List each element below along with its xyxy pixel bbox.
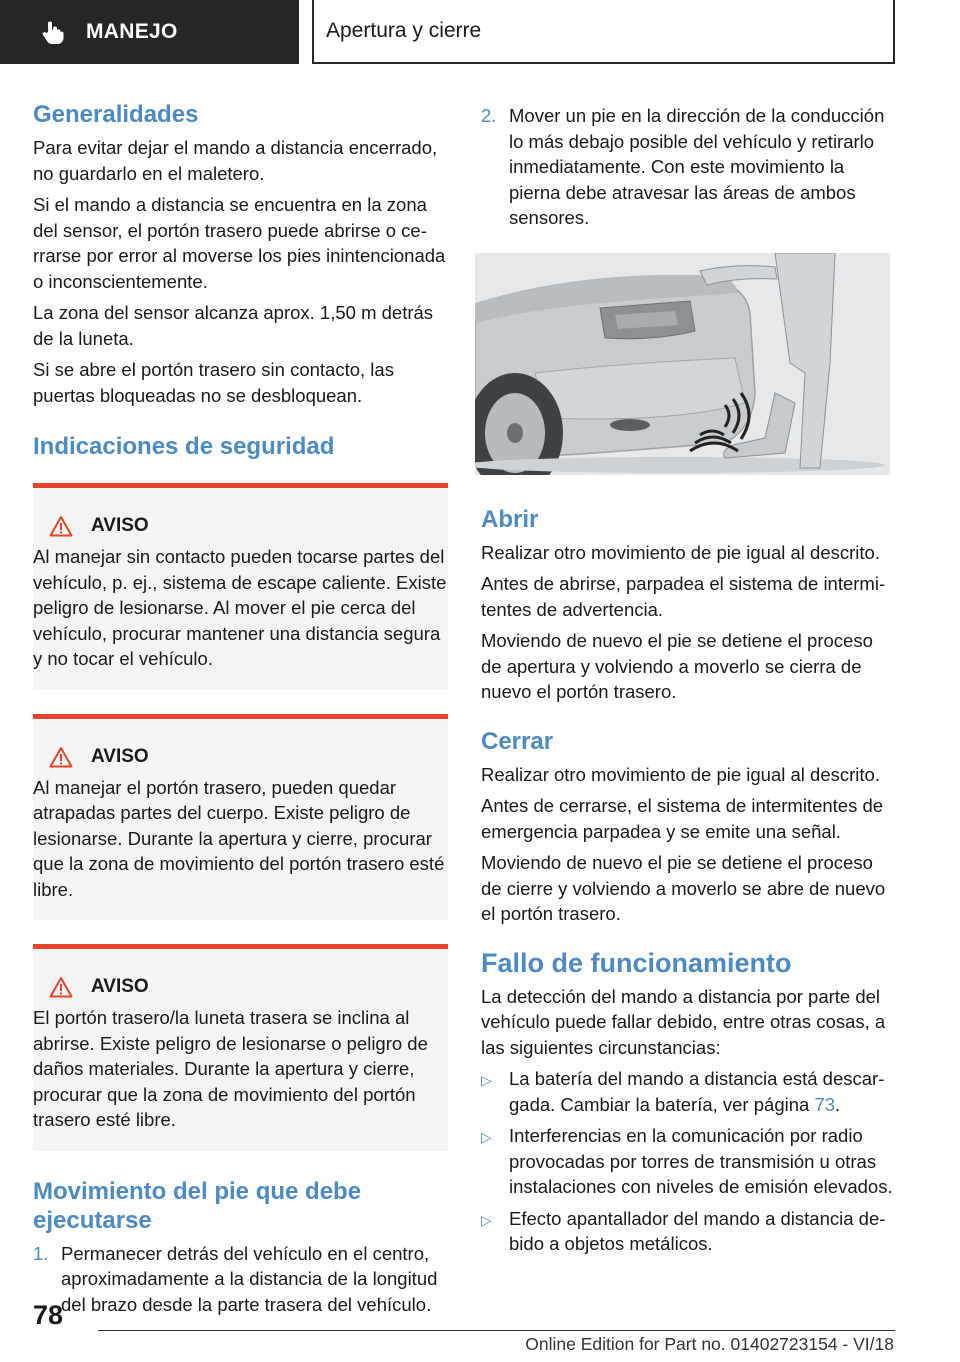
step-number: 2.	[481, 105, 497, 126]
bullet-text: Interferencias en la comunicación por radio provocadas por torres de transmisión u otras instalaciones con niveles de emisión elevados.	[509, 1125, 893, 1197]
warning-text: Al manejar sin contacto pueden tocarse partes del vehículo, p. ej., sistema de escape caliente. Existe peligro de lesionarse. Al mover el pie cerca del vehículo, procurar mantener una distancia segura y no tocar el vehículo.	[33, 546, 447, 669]
list-item	[481, 1123, 893, 1200]
bullet-text: La batería del mando a distancia está descargada. Cambiar la batería, ver página	[509, 1068, 885, 1115]
paragraph: Antes de abrirse, parpadea el sistema de intermitentes de advertencia.	[481, 573, 886, 620]
warning-label: AVISO	[91, 976, 149, 997]
heading-generalidades: Generalidades	[33, 101, 199, 128]
warning-label: AVISO	[91, 515, 149, 536]
list-item	[481, 103, 893, 231]
warning-text: Al manejar el portón trasero, pueden quedar atrapadas partes del cuerpo. Existe peligro de lesionarse. Durante la apertura y cierre, procurar que la zona de movimiento del portón trasero esté libre.	[33, 776, 445, 900]
step-number: 1.	[33, 1242, 49, 1264]
steps-list	[481, 103, 893, 231]
paragraph: Si el mando a distancia se encuentra en la zona del sensor, el portón trasero puede abrirse o cerrarse por error al moverse los pies inintencionada o inconscientemente.	[33, 194, 446, 292]
paragraph: La detección del mando a distancia por parte del vehículo puede fallar debido, entre otras cosas, a las siguientes circunstancias:	[481, 985, 886, 1058]
footer-edition: Online Edition for Part no. 01402723154 - VI/18	[525, 1334, 894, 1354]
hand-pointer-icon	[40, 19, 66, 45]
heading-cerrar: Cerrar	[481, 727, 554, 755]
bullet-suffix: .	[835, 1093, 841, 1115]
left-column	[33, 100, 448, 1317]
warning-box	[33, 483, 448, 690]
list-item	[481, 1206, 893, 1257]
list-item	[481, 1066, 893, 1117]
heading-movimiento: Movimiento del pie que debe ejecutarse	[33, 1177, 362, 1234]
warning-text: El portón trasero/la luneta trasera se inclina al abrirse. Existe peligro de lesionarse o peligro de daños materiales. Durante la apertura y cierre, procurar que la zona de movimiento del portón trasero esté libre.	[33, 1007, 428, 1130]
section-title: MANEJO	[86, 20, 178, 43]
paragraph: Realizar otro movimiento de pie igual al descrito.	[481, 763, 880, 785]
warning-box	[33, 944, 448, 1151]
triangle-bullet-icon: ▷	[481, 1129, 492, 1145]
paragraph: Moviendo de nuevo el pie se detiene el proceso de cierre y volviendo a moverlo se abre de nuevo el portón trasero.	[481, 852, 886, 924]
warning-triangle-icon	[49, 515, 73, 537]
heading-fallo: Fallo de funcionamiento	[481, 947, 792, 978]
section-tab	[0, 0, 299, 64]
list-item	[33, 1241, 448, 1318]
warning-triangle-icon	[49, 746, 73, 768]
warning-label: AVISO	[91, 745, 149, 767]
step-text: Mover un pie en la dirección de la conducción lo más debajo posible del vehículo y retirarlo inmediatamente. Con este movimiento la pierna debe atravesar las áreas de ambos sensores.	[509, 105, 885, 228]
bullet-list	[481, 1066, 893, 1257]
paragraph: Moviendo de nuevo el pie se detiene el proceso de apertura y volviendo a moverlo se cierra de nuevo el portón trasero.	[481, 630, 873, 702]
right-column	[481, 100, 893, 1257]
steps-list	[33, 1241, 448, 1318]
paragraph: La zona del sensor alcanza aprox. 1,50 m detrás de la luneta.	[33, 302, 434, 349]
bullet-text: Efecto apantallador del mando a distancia debido a objetos metálicos.	[509, 1207, 886, 1254]
footer-divider	[98, 1330, 895, 1331]
heading-abrir: Abrir	[481, 505, 539, 533]
page-number: 78	[33, 1300, 64, 1330]
paragraph: Si se abre el portón trasero sin contacto, las puertas bloqueadas no se desbloquean.	[33, 359, 394, 406]
warning-box	[33, 714, 448, 921]
foot-gesture-illustration	[475, 253, 890, 475]
paragraph: Antes de cerrarse, el sistema de intermitentes de emergencia parpadea y se emite una señal.	[481, 795, 884, 842]
heading-seguridad: Indicaciones de seguridad	[33, 433, 335, 460]
chapter-title: Apertura y cierre	[326, 19, 482, 42]
warning-triangle-icon	[49, 976, 73, 998]
chapter-header	[312, 0, 895, 64]
triangle-bullet-icon: ▷	[481, 1072, 492, 1088]
paragraph: Para evitar dejar el mando a distancia encerrado, no guardarlo en el maletero.	[33, 137, 438, 184]
car-rear-illustration	[475, 253, 890, 475]
triangle-bullet-icon: ▷	[481, 1211, 492, 1228]
step-text: Permanecer detrás del vehículo en el centro, aproximadamente a la distancia de la longitud del brazo desde la parte trasera del vehículo.	[61, 1242, 438, 1315]
paragraph: Realizar otro movimiento de pie igual al descrito.	[481, 541, 880, 563]
page-link[interactable]: 73	[814, 1093, 836, 1115]
